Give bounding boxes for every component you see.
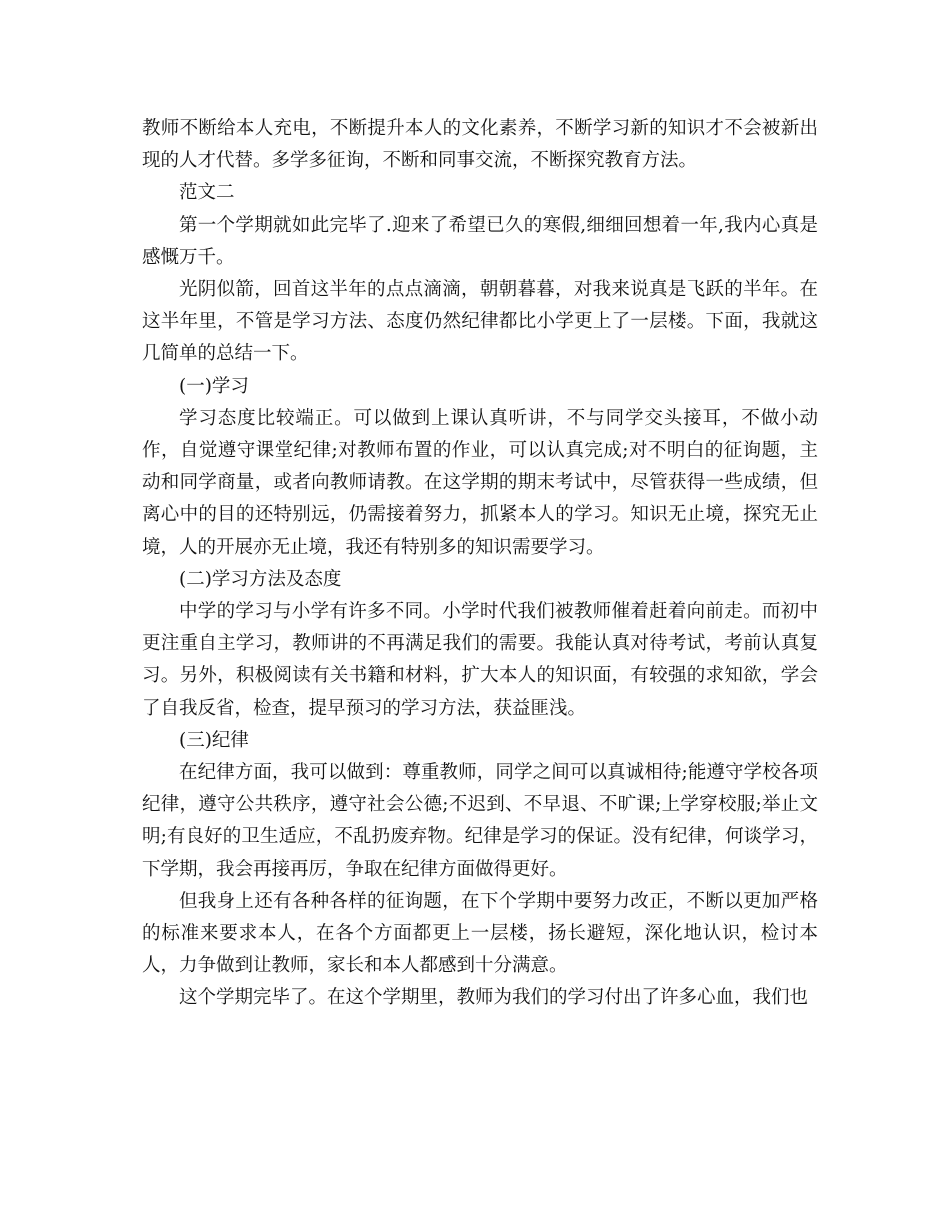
paragraph-4: 学习态度比较端正。可以做到上课认真听讲，不与同学交头接耳，不做小动作，自觉遵守课堂纪律;对教师布置的作业，可以认真完成;对不明白的征询题，主动和同学商量，或者向教师请教。在这学期的期末考试中，尽管获得一些成绩，但离心中的目的还特别远，仍需接着努力，抓紧本人的学习。知识无止境，探究无止境，人的开展亦无止境，我还有特别多的知识需要学习。: [142, 407, 818, 558]
paragraph-2: 第一个学期就如此完毕了.迎来了希望已久的寒假,细细回想着一年,我内心真是感慨万千。: [142, 214, 818, 268]
heading-study-method: (二)学习方法及态度: [179, 568, 342, 590]
heading-study: (一)学习: [179, 375, 249, 397]
heading-discipline: (三)纪律: [179, 729, 249, 751]
paragraph-6: 在纪律方面，我可以做到：尊重教师，同学之间可以真诚相待;能遵守学校各项纪律，遵守公共秩序，遵守社会公德;不迟到、不早退、不旷课;上学穿校服;举止文明;有良好的卫生适应，不乱扔废弃物。纪律是学习的保证。没有纪律，何谈学习，下学期，我会再接再厉，争取在纪律方面做得更好。: [142, 762, 818, 880]
paragraph-3: 光阴似箭，回首这半年的点点滴滴，朝朝暮暮，对我来说真是飞跃的半年。在这半年里，不管是学习方法、态度仍然纪律都比小学更上了一层楼。下面，我就这几简单的总结一下。: [142, 279, 818, 365]
section-title-fanwen-2: 范文二: [179, 182, 235, 204]
paragraph-5: 中学的学习与小学有许多不同。小学时代我们被教师催着赶着向前走。而初中更注重自主学习，教师讲的不再满足我们的需要。我能认真对待考试，考前认真复习。另外，积极阅读有关书籍和材料，扩大本人的知识面，有较强的求知欲，学会了自我反省，检查，提早预习的学习方法，获益匪浅。: [142, 601, 818, 719]
paragraph-7: 但我身上还有各种各样的征询题，在下个学期中要努力改正，不断以更加严格的标准来要求本人，在各个方面都更上一层楼，扬长避短，深化地认识，检讨本人，力争做到让教师，家长和本人都感到十分满意。: [142, 890, 818, 977]
document-body: [142, 113, 818, 1015]
paragraph-8: 这个学期完毕了。在这个学期里，教师为我们的学习付出了许多心血，我们也: [179, 987, 809, 1009]
paragraph-1: 教师不断给本人充电，不断提升本人的文化素养，不断学习新的知识才不会被新出现的人才代替。多学多征询，不断和同事交流，不断探究教育方法。: [142, 118, 818, 172]
